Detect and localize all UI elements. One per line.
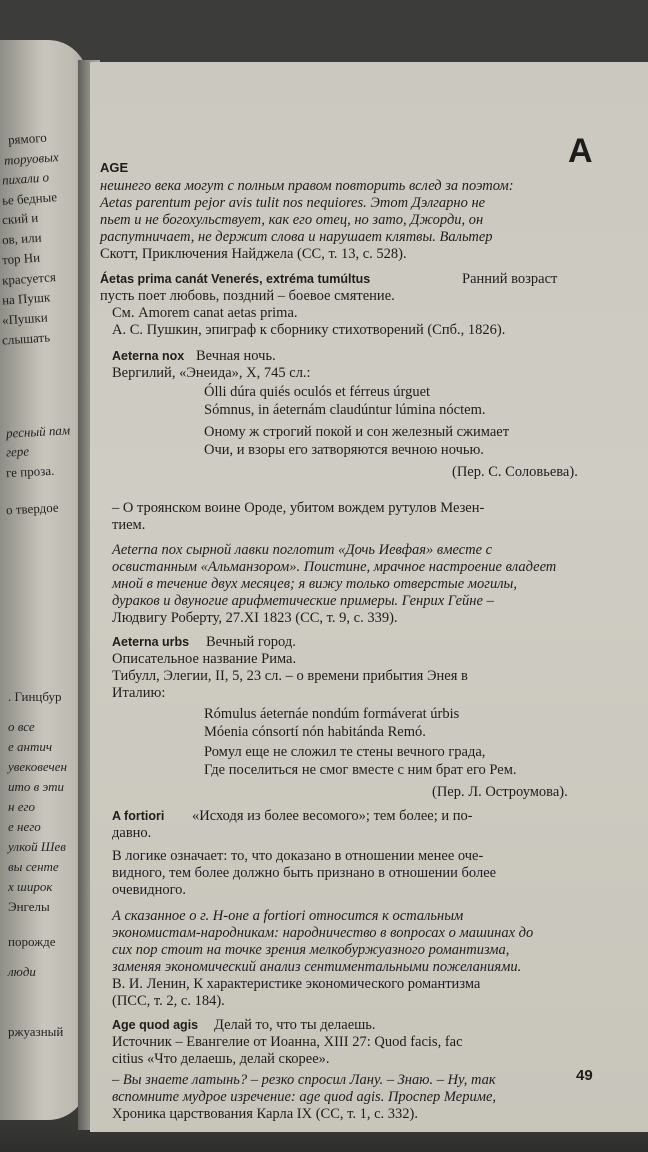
text-line: А. С. Пушкин, эпиграф к сборнику стихотворений (Спб., 1826). — [112, 322, 506, 338]
entry-heading: Age quod agis — [112, 1018, 199, 1032]
entry-heading: Aeterna nox — [112, 349, 185, 363]
text-line: тием. — [112, 517, 146, 533]
right-page — [90, 62, 648, 1132]
left-fragment: о все — [8, 719, 35, 734]
text-line: Делай то, что ты делаешь. — [214, 1017, 376, 1033]
left-fragment: ге прозa. — [5, 462, 55, 481]
left-fragment: слышать — [1, 329, 51, 348]
text-line: Aeterna nox сырной лавки поглотит «Дочь Иевфая» вместе с — [112, 542, 493, 558]
text-line: В. И. Ленин, К характеристике экономического романтизма — [112, 976, 481, 992]
left-fragment: ржуазный — [8, 1024, 64, 1039]
section-letter: A — [568, 132, 593, 170]
left-fragment: на Пушк — [1, 289, 51, 308]
verse-line: Где поселиться не смог вместе с ним брат его Рем. — [204, 762, 517, 778]
left-fragment: о твердое — [5, 499, 59, 518]
text-line: Вечная ночь. — [196, 348, 276, 364]
left-fragment: люди — [8, 964, 36, 979]
left-fragment: . Гинцбур — [8, 689, 62, 704]
text-line: (Пер. Л. Остроумова). — [432, 784, 568, 800]
text-line: Aetas parentum pejor avis tulit nos nequiores. Этот Дэлгарно не — [100, 195, 486, 211]
text-line: А сказанное о г. Н-оне a fortiori относится к остальным — [112, 908, 464, 924]
text-line: вспомните мудрое изречение: age quod agis. Проспер Мериме, — [112, 1089, 497, 1105]
entry-heading: A fortiori — [112, 809, 165, 823]
text-line: «Исходя из более весомого»; тем более; и по- — [192, 808, 473, 824]
left-fragment: е него — [8, 819, 41, 834]
text-line: citius «Что делаешь, делай скорее». — [112, 1051, 330, 1067]
left-fragment: порожде — [8, 934, 56, 949]
text-line: Тибулл, Элегии, II, 5, 23 сл. – о времени прибытия Энея в — [112, 668, 468, 684]
text-line: сих пор стоит на точке зрения мелкобуржуазного романтизма, — [112, 942, 510, 958]
text-line: Ранний возраст — [462, 271, 558, 287]
text-line: дураков и двуногие арифметические примеры. Генрих Гейне – — [112, 593, 494, 609]
text-line: Вергилий, «Энеида», X, 745 сл.: — [112, 365, 311, 381]
text-line: давно. — [112, 825, 152, 841]
left-fragment: ито в эти — [8, 779, 64, 794]
entry-heading: Áetas prima canát Venerés, extréma tumúltus — [100, 272, 371, 286]
text-line: (ПСС, т. 2, с. 184). — [112, 993, 225, 1009]
text-line: Вечный город. — [206, 634, 296, 650]
text-line: освистанным «Альманзором». Поистине, мрачное настроение владеет — [112, 559, 557, 575]
text-line: Италию: — [112, 685, 166, 701]
left-page — [0, 40, 88, 1120]
text-line: Описательное название Рима. — [112, 651, 297, 667]
page-number: 49 — [576, 1067, 593, 1084]
text-line: экономистам-народникам: народничество в вопросах о машинах до — [112, 925, 534, 941]
verse-line: Ромул еще не сложил те стены вечного града, — [204, 744, 486, 760]
left-fragment: пихали о — [1, 169, 50, 188]
text-line: Хроника царствования Карла IX (СС, т. 1, с. 332). — [112, 1106, 419, 1122]
text-line: Скотт, Приключения Найджела (СС, т. 13, с. 528). — [100, 246, 407, 262]
left-fragment: улкой Шев — [8, 839, 66, 854]
left-fragment: увековечен — [8, 759, 67, 774]
left-fragment: «Пушки — [1, 309, 49, 328]
text-line: нешнего века могут с полным правом повторить вслед за поэтом: — [100, 178, 514, 194]
verse-line: Очи, и взоры его затворяются вечною ночью. — [204, 442, 484, 458]
text-line: пусть поет любовь, поздний – боевое смятение. — [100, 288, 395, 304]
text-line: В логике означает: то, что доказано в отношении менее оче- — [112, 848, 484, 864]
verse-line: Móenia cónsortí nón habitánda Remó. — [204, 724, 426, 740]
left-fragment: рямого — [7, 129, 48, 148]
text-line: очевидного. — [112, 882, 187, 898]
text-line: Источник – Евангелие от Иоанна, XIII 27: Quod facis, fac — [112, 1034, 463, 1050]
left-fragment: тор Ни — [1, 249, 41, 268]
text-line: Людвигу Роберту, 27.XI 1823 (СС, т. 9, с. 339). — [112, 610, 398, 626]
text-line: мной в течение двух месяцев; я вижу только отверстые могилы, — [112, 576, 517, 592]
text-line: – Вы знаете латынь? – резко спросил Лану. – Знаю. – Ну, так — [112, 1072, 496, 1088]
verse-line: Оному ж строгий покой и сон железный сжимает — [204, 424, 510, 440]
left-fragment: ресный пам — [5, 422, 71, 441]
running-head: AGE — [100, 160, 129, 175]
left-fragment: гере — [5, 443, 30, 460]
text-line: видного, тем более должно быть признано в отношении более — [112, 865, 497, 881]
left-fragment: ов, или — [1, 229, 42, 248]
entry-heading: Aeterna urbs — [112, 635, 190, 649]
left-fragment: х широк — [8, 879, 53, 894]
text-line: заменяя экономический анализ сентиментальными пожеланиями. — [112, 959, 522, 975]
verse-line: Rómulus áeternáe nondúm formáverat úrbis — [204, 706, 460, 722]
left-fragment: е антич — [8, 739, 53, 754]
left-fragment: красуется — [1, 269, 57, 288]
left-fragment: н его — [8, 799, 36, 814]
left-fragment: вы сенте — [8, 859, 59, 874]
text-line: (Пер. С. Соловьева). — [452, 464, 578, 480]
left-fragment: ье бедные — [1, 189, 58, 208]
left-fragment: торуовых — [3, 149, 60, 168]
text-line: См. Amorem canat aetas prima. — [112, 305, 298, 321]
left-fragment: ский и — [1, 209, 39, 228]
text-line: – О троянском воине Ороде, убитом вождем рутулов Мезен- — [112, 500, 485, 516]
left-fragment: Энгелы — [8, 899, 50, 914]
text-line: распутничает, не держит слова и нарушает клятвы. Вальтер — [100, 229, 493, 245]
verse-line: Ólli dúra quiés oculós et férreus úrguet — [204, 384, 431, 400]
text-line: пьет и не богохульствует, как его отец, но зато, Джорди, он — [100, 212, 484, 228]
verse-line: Sómnus, in áeternám claudúntur lúmina nóctem. — [204, 402, 486, 418]
